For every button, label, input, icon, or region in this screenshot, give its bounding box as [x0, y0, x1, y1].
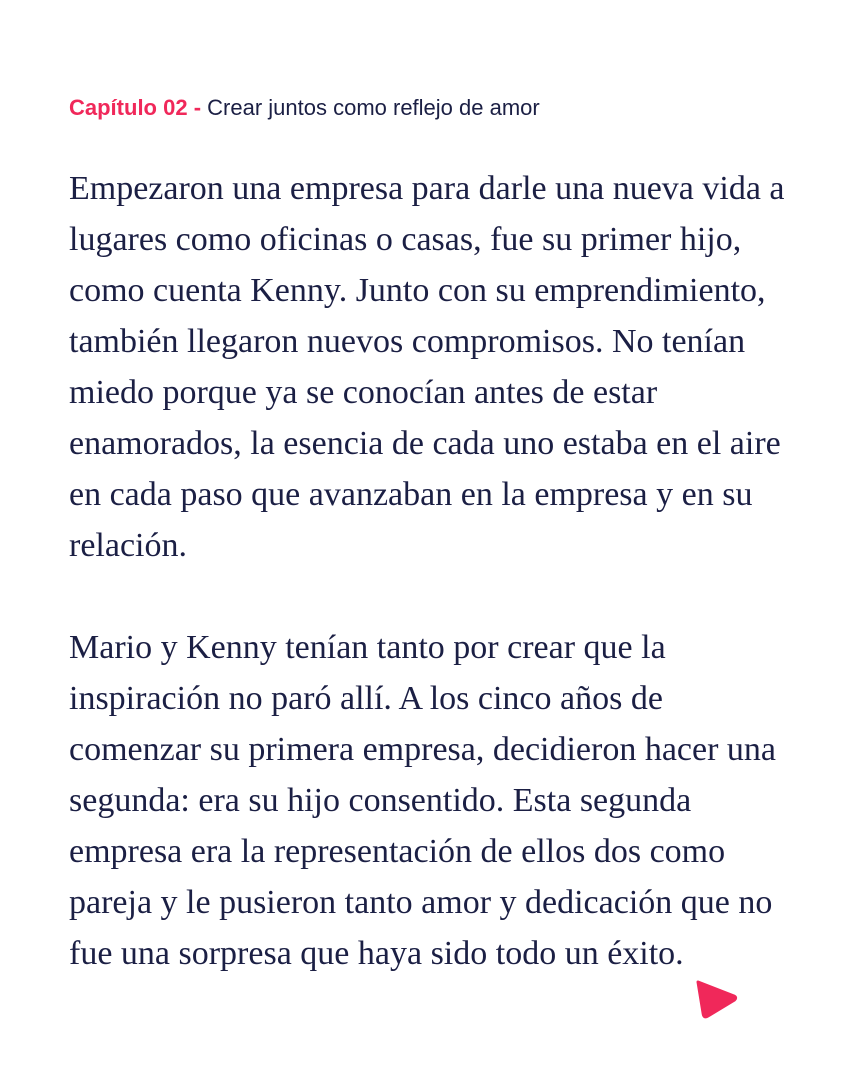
- chapter-separator: -: [187, 95, 208, 120]
- chapter-title: Crear juntos como reflejo de amor: [207, 95, 540, 120]
- paragraph: Mario y Kenny tenían tanto por crear que la inspiración no paró allí. A los cinco años de comenzar su primera empresa, decidieron hacer una segunda: era su hijo consentido. Esta segunda empresa era la representación de ellos dos como pareja y le pusieron tanto amor y dedicación que no fue una sorpresa que haya sido todo un éxito.: [69, 629, 777, 972]
- play-icon[interactable]: [694, 978, 738, 1020]
- chapter-header: [69, 93, 540, 123]
- paragraph: Empezaron una empresa para darle una nueva vida a lugares como oficinas o casas, fue su primer hijo, como cuenta Kenny. Junto con su emprendimiento, también llegaron nuevos compromisos. No tenían miedo porque ya se conocían antes de estar enamorados, la esencia de cada uno estaba en el aire en cada paso que avanzaban en la empresa y en su relación.: [69, 170, 785, 564]
- chapter-label: Capítulo 02: [69, 95, 188, 120]
- article-body: [69, 163, 799, 979]
